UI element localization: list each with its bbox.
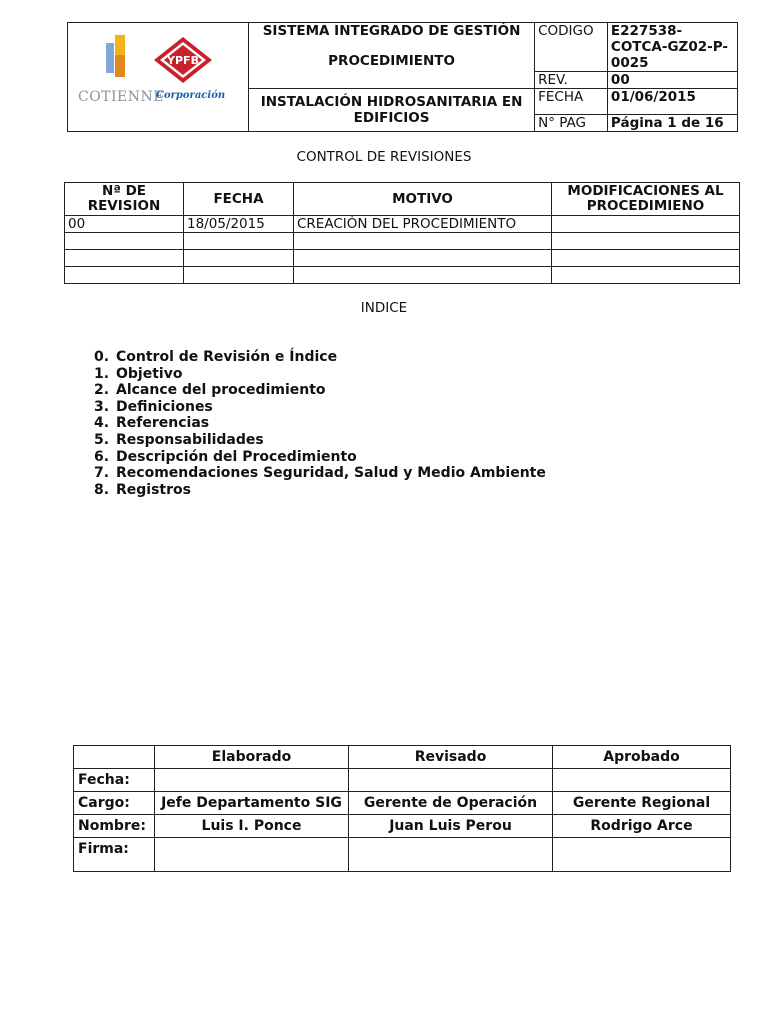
doc-type: PROCEDIMIENTO [328, 53, 455, 69]
col-header: MODIFICACIONES AL PROCEDIMIENO [552, 183, 740, 216]
table-cell [184, 267, 294, 284]
ypfb-logo-icon [152, 35, 214, 85]
list-item [94, 449, 546, 466]
revisions-table [64, 182, 740, 284]
list-item [94, 415, 546, 432]
pag-label: N° PAG [535, 115, 608, 132]
table-row [74, 815, 731, 838]
revisions-header-row [65, 183, 740, 216]
table-cell [184, 233, 294, 250]
table-cell: Gerente de Operación [349, 792, 553, 815]
cotienne-logo-icon [104, 33, 128, 81]
list-item-label: Descripción del Procedimiento [116, 448, 357, 465]
pag-value: Página 1 de 16 [607, 115, 737, 132]
table-cell [65, 250, 184, 267]
list-item [94, 382, 546, 399]
col-header: FECHA [184, 183, 294, 216]
col-header: Aprobado [553, 746, 731, 769]
system-title: SISTEMA INTEGRADO DE GESTIÓN [262, 23, 521, 39]
col-header: MOTIVO [294, 183, 552, 216]
signature-cell [349, 838, 553, 872]
fecha-label: FECHA [535, 89, 608, 115]
table-cell [294, 267, 552, 284]
list-item-label: Recomendaciones Seguridad, Salud y Medio Ambiente [116, 465, 546, 482]
row-label: Firma: [74, 838, 155, 872]
list-item-number: 8. [94, 481, 110, 498]
table-row [74, 769, 731, 792]
signature-cell [155, 838, 349, 872]
list-item [94, 432, 546, 449]
row-label: Cargo: [74, 792, 155, 815]
table-row [74, 792, 731, 815]
document-header [67, 22, 738, 132]
list-item-number: 4. [94, 415, 110, 432]
svg-text:YPFB: YPFB [167, 54, 199, 67]
list-item-number: 2. [94, 382, 110, 399]
table-cell [552, 216, 740, 233]
table-cell [74, 746, 155, 769]
list-item-label: Responsabilidades [116, 431, 264, 448]
table-cell [552, 233, 740, 250]
logos-cell [68, 23, 249, 132]
fecha-value: 01/06/2015 [607, 89, 737, 115]
list-item-number: 5. [94, 431, 110, 448]
col-header: Revisado [349, 746, 553, 769]
table-row [65, 216, 740, 233]
list-item [94, 349, 546, 366]
control-title: CONTROL DE REVISIONES [296, 149, 472, 165]
list-item-number: 3. [94, 398, 110, 415]
cotienne-wordmark: COTIENNE [78, 89, 164, 105]
list-item [94, 399, 546, 416]
list-item-label: Referencias [116, 415, 210, 432]
table-row [65, 267, 740, 284]
list-item [94, 465, 546, 482]
table-cell: Luis I. Ponce [155, 815, 349, 838]
table-cell: Jefe Departamento SIG [155, 792, 349, 815]
list-item-label: Alcance del procedimiento [116, 382, 326, 399]
table-cell: Rodrigo Arce [553, 815, 731, 838]
list-item [94, 366, 546, 383]
row-label: Fecha: [74, 769, 155, 792]
list-item-label: Control de Revisión e Índice [116, 349, 338, 365]
list-item [94, 482, 546, 499]
ypfb-corporacion-label: Corporación [156, 90, 226, 101]
table-row [65, 250, 740, 267]
table-cell [155, 769, 349, 792]
approval-header-row [74, 746, 731, 769]
table-cell: 00 [65, 216, 184, 233]
table-cell [294, 233, 552, 250]
table-cell [184, 250, 294, 267]
indice-title: INDICE [360, 300, 408, 316]
codigo-value: E227538-COTCA-GZ02-P-0025 [607, 23, 737, 72]
col-header: Nª DE REVISION [65, 183, 184, 216]
list-item-number: 0. [94, 349, 110, 365]
table-cell [65, 233, 184, 250]
table-cell [65, 267, 184, 284]
table-cell: CREACIÓN DEL PROCEDIMIENTO [294, 216, 552, 233]
table-cell [552, 267, 740, 284]
rev-label: REV. [535, 72, 608, 89]
list-item-label: Registros [116, 481, 191, 498]
list-item-label: Objetivo [116, 365, 183, 382]
table-cell: 18/05/2015 [184, 216, 294, 233]
table-cell: Juan Luis Perou [349, 815, 553, 838]
table-cell: Gerente Regional [553, 792, 731, 815]
rev-value: 00 [607, 72, 737, 89]
table-cell [294, 250, 552, 267]
list-item-label: Definiciones [116, 398, 213, 415]
table-cell [552, 250, 740, 267]
list-item-number: 1. [94, 365, 110, 382]
table-row [74, 838, 731, 872]
col-header: Elaborado [155, 746, 349, 769]
signature-cell [553, 838, 731, 872]
table-cell [553, 769, 731, 792]
list-item-number: 7. [94, 465, 110, 482]
index-list [94, 349, 546, 498]
table-row [65, 233, 740, 250]
procedure-title: INSTALACIÓN HIDROSANITARIA EN EDIFICIOS [249, 89, 535, 132]
codigo-label: CODIGO [535, 23, 608, 72]
table-cell [349, 769, 553, 792]
list-item-number: 6. [94, 448, 110, 465]
row-label: Nombre: [74, 815, 155, 838]
approval-table [73, 745, 731, 872]
header-system-cell [249, 23, 535, 89]
